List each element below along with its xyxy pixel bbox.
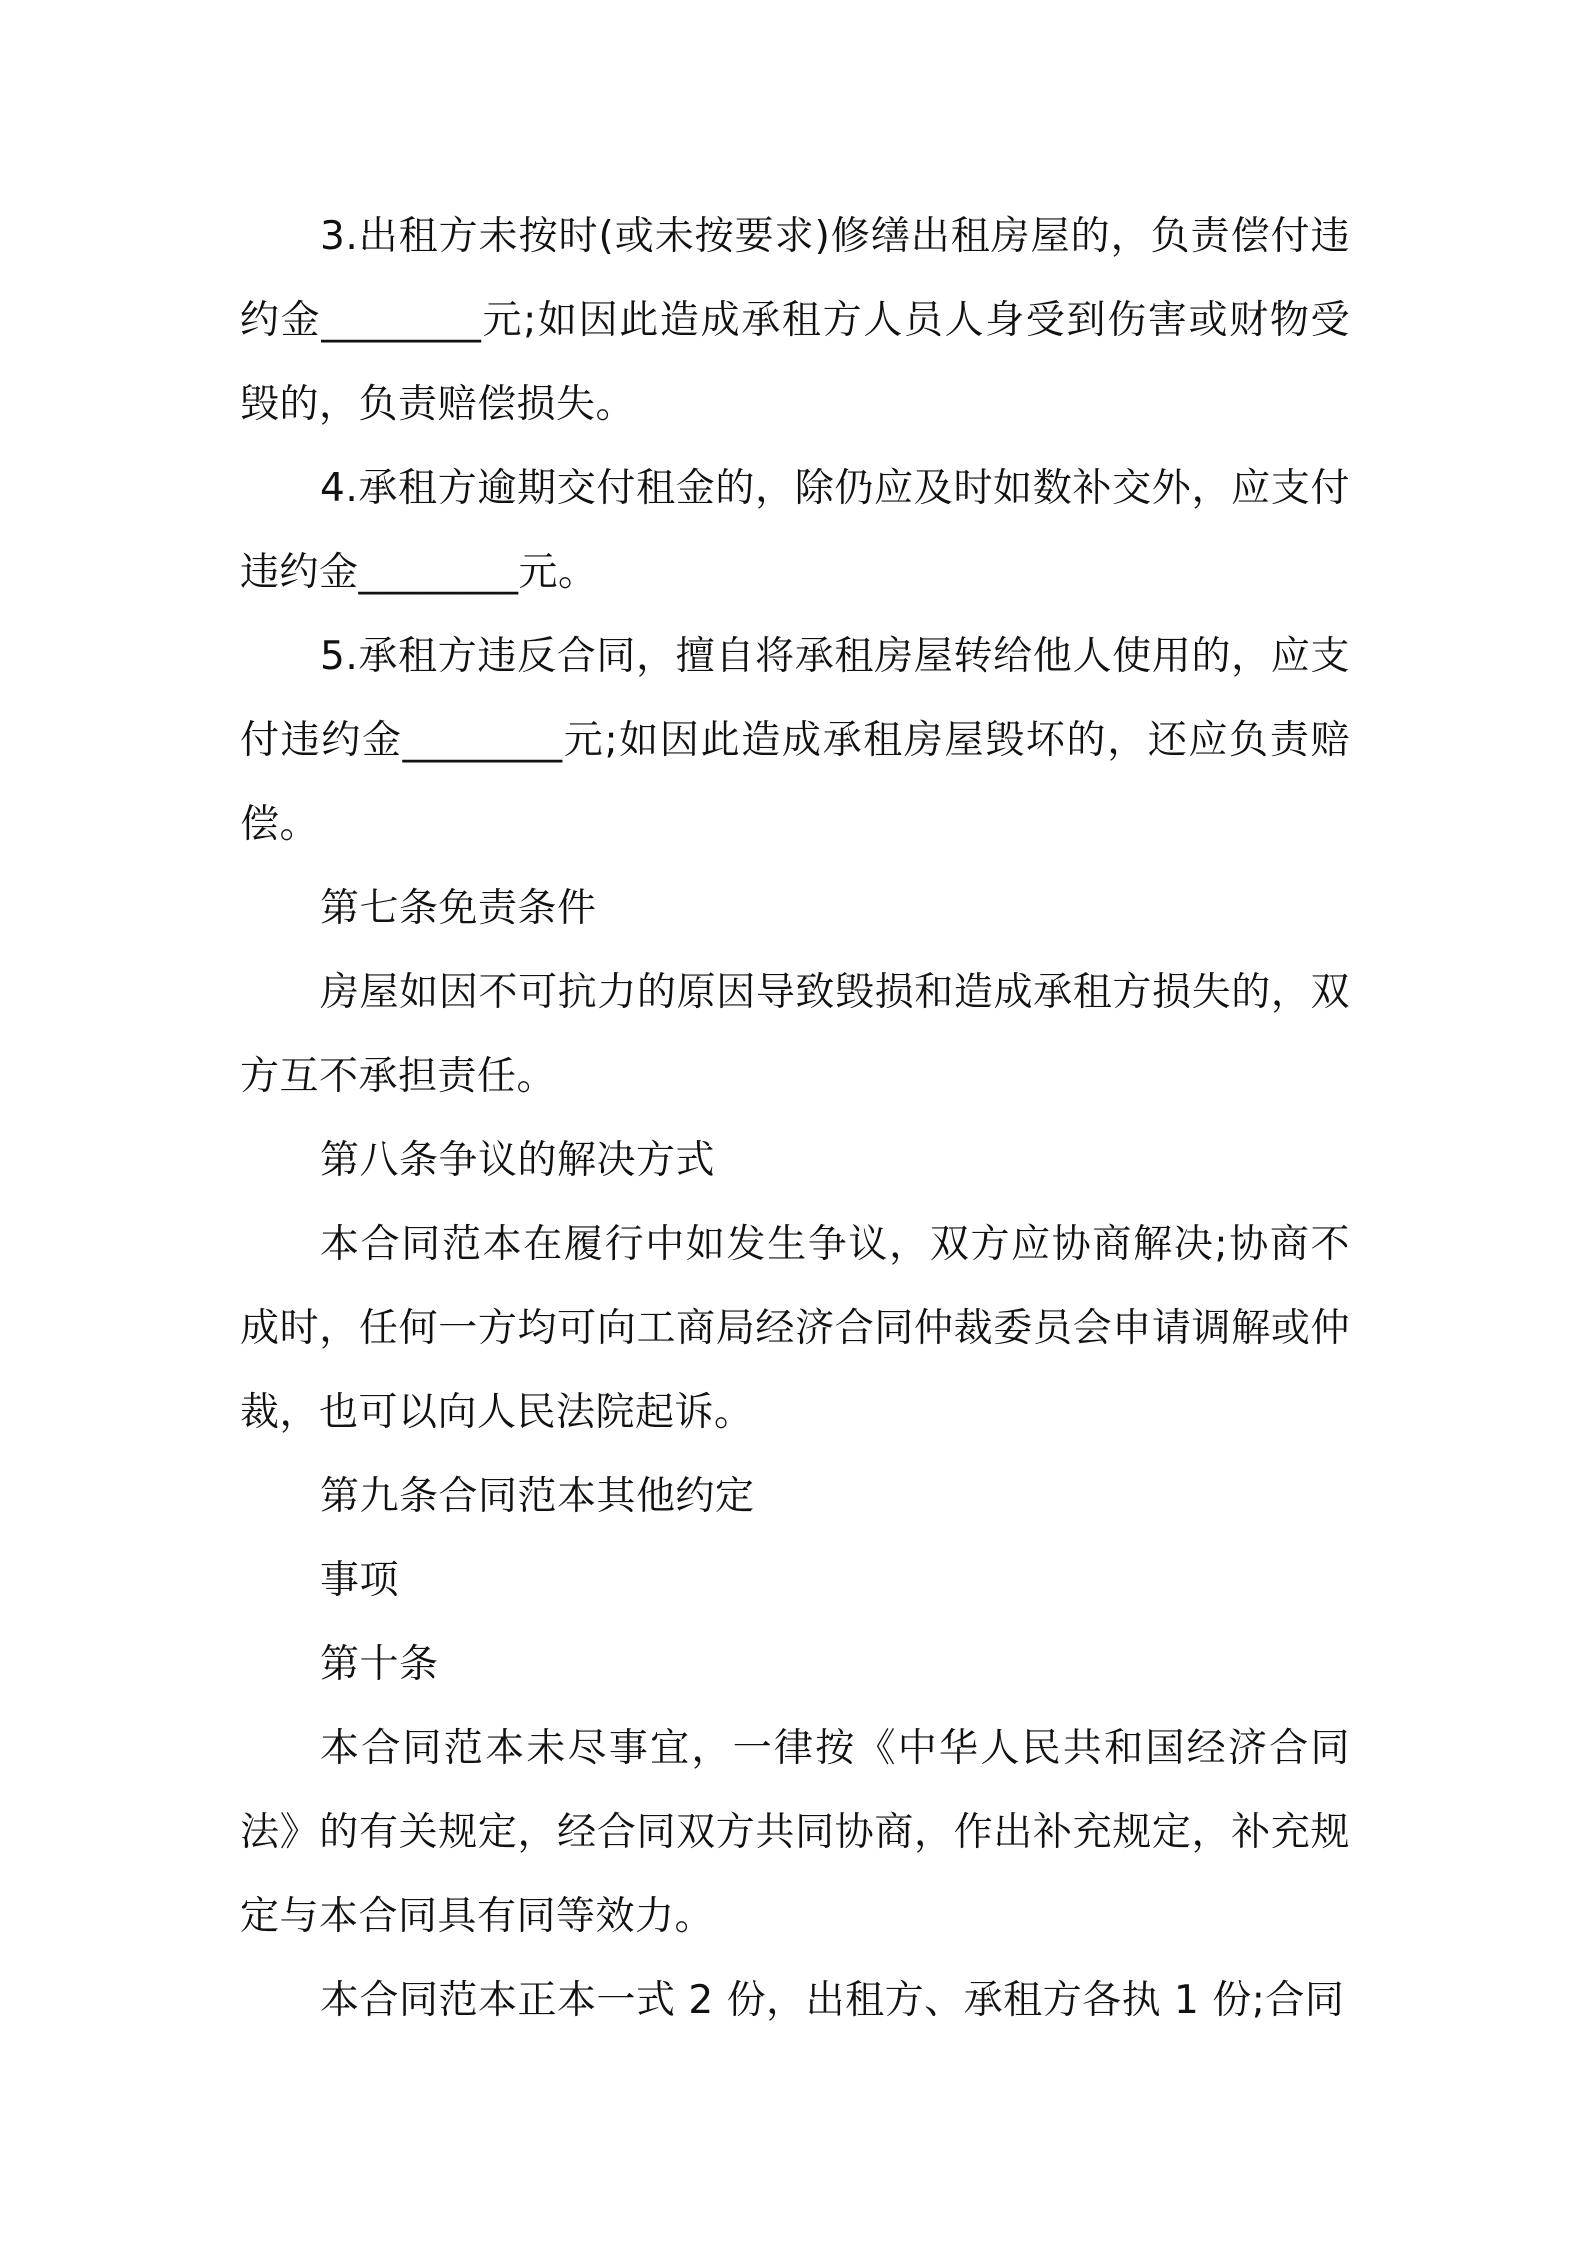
article-10-body-1: 本合同范本未尽事宜，一律按《中华人民共和国经济合同法》的有关规定，经合同双方共同协商，作出补充规定，补充规定与本合同具有同等效力。 (240, 1726, 1350, 1939)
clause-6-item-5: 5.承租方违反合同，擅自将承租房屋转给他人使用的，应支付违约金________元;如因此造成承租房屋毁坏的，还应负责赔偿。 (240, 634, 1350, 847)
clause-6-item-3: 3.出租方未按时(或未按要求)修缮出租房屋的，负责偿付违约金________元;如因此造成承租方人员人身受到伤害或财物受毁的，负责赔偿损失。 (240, 214, 1350, 427)
article-8-heading: 第八条争议的解决方式 (320, 1138, 716, 1183)
article-9-subheading: 事项 (320, 1558, 400, 1603)
clause-6-item-4: 4.承租方逾期交付租金的，除仍应及时如数补交外，应支付违约金________元。 (240, 466, 1350, 595)
article-7-body: 房屋如因不可抗力的原因导致毁损和造成承租方损失的，双方互不承担责任。 (240, 970, 1350, 1099)
article-10-body-2: 本合同范本正本一式 2 份，出租方、承租方各执 1 份;合同 (320, 1978, 1345, 2023)
article-8-body: 本合同范本在履行中如发生争议，双方应协商解决;协商不成时，任何一方均可向工商局经济合同仲裁委员会申请调解或仲裁，也可以向人民法院起诉。 (240, 1222, 1350, 1435)
article-9-heading: 第九条合同范本其他约定 (320, 1474, 755, 1519)
document-body (240, 195, 1350, 2043)
article-7-heading: 第七条免责条件 (320, 886, 597, 931)
article-10-heading: 第十条 (320, 1642, 439, 1687)
